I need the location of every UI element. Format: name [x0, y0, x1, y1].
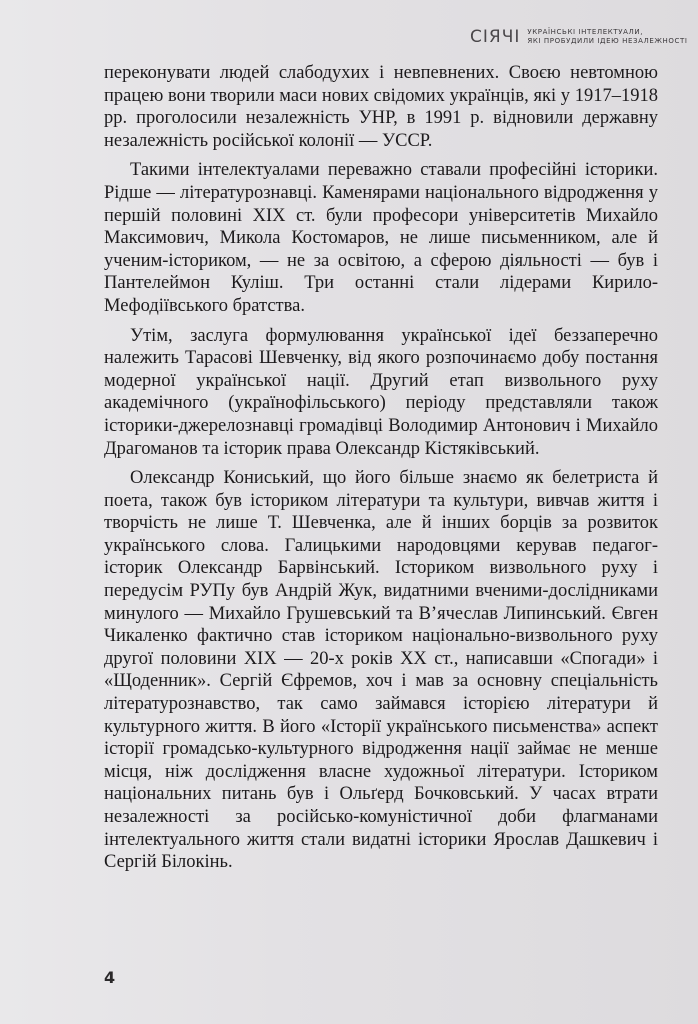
running-header: [470, 28, 688, 46]
series-subtitle: [527, 28, 687, 46]
paragraph-2: Такими інтелектуалами переважно ставали професійні історики. Рідше — літературознавці. Каменярами національного відродження у першій половині ХІХ ст. були професори університетів Михайло Максимович, Микола Костомаров, не лише письменником, але й ученим-істориком, — не за освітою, а сферою діяльності — був і Пантелеймон Куліш. Три останні стали лідерами Кирило-Мефодіївського братства.: [104, 160, 658, 316]
subtitle-line-1: УКРАЇНСЬКІ ІНТЕЛЕКТУАЛИ,: [527, 28, 644, 36]
body-text: [104, 62, 658, 881]
subtitle-line-2: ЯКІ ПРОБУДИЛИ ІДЕЮ НЕЗАЛЕЖНОСТІ: [527, 37, 688, 45]
paragraph-1: переконувати людей слабодухих і невпевнених. Своєю невтомною працею вони творили маси нових свідомих українців, які у 1917–1918 рр. проголосили незалежність УНР, в 1991 р. відновили державну незалежність російської колонії — УССР.: [104, 63, 658, 151]
paragraph-3: Утім, заслуга формулювання української ідеї беззаперечно належить Тарасові Шевченку, від якого розпочинаємо добу постання модерної української нації. Другий етап визвольного руху академічного (українофільського) періоду представляли також історики-джерелознавці громадівці Володимир Антонович і Михайло Драгоманов та історик права Олександр Кістяківський.: [104, 325, 658, 459]
page-number: 4: [104, 968, 116, 987]
series-title: СІЯЧІ: [470, 26, 521, 47]
paragraph-4: Олександр Кониський, що його більше знаємо як белетриста й поета, також був істориком літератури та культури, вивчав життя і творчість не лише Т. Шевченка, але й інших борців за розвиток українського слова. Галицькими народовцями керував педагог-історик Олександр Барвінський. Істориком визвольного руху і передусім РУПу був Андрій Жук, видатними вченими-дослідниками минулого — Михайло Грушевський та В’ячеслав Липинський. Євген Чикаленко фактично став істориком національно-визвольного руху другої половини ХІХ — 20-х років ХХ ст., написавши «Спогади» і «Щоденник». Сергій Єфремов, хоч і мав за основну спеціальність літературознавство, так само займався історією літератури й культурного життя. В його «Історії українського письменства» аспект історії громадсько-культурного відродження нації займає не менше місця, ніж дослідження власне художньої літератури. Істориком національних питань був і Ольґерд Бочковський. У часах втрати незалежності за російсько-комуністичної доби флагманами інтелектуального життя стали видатні історики Ярослав Дашкевич і Сергій Білокінь.: [104, 468, 658, 873]
